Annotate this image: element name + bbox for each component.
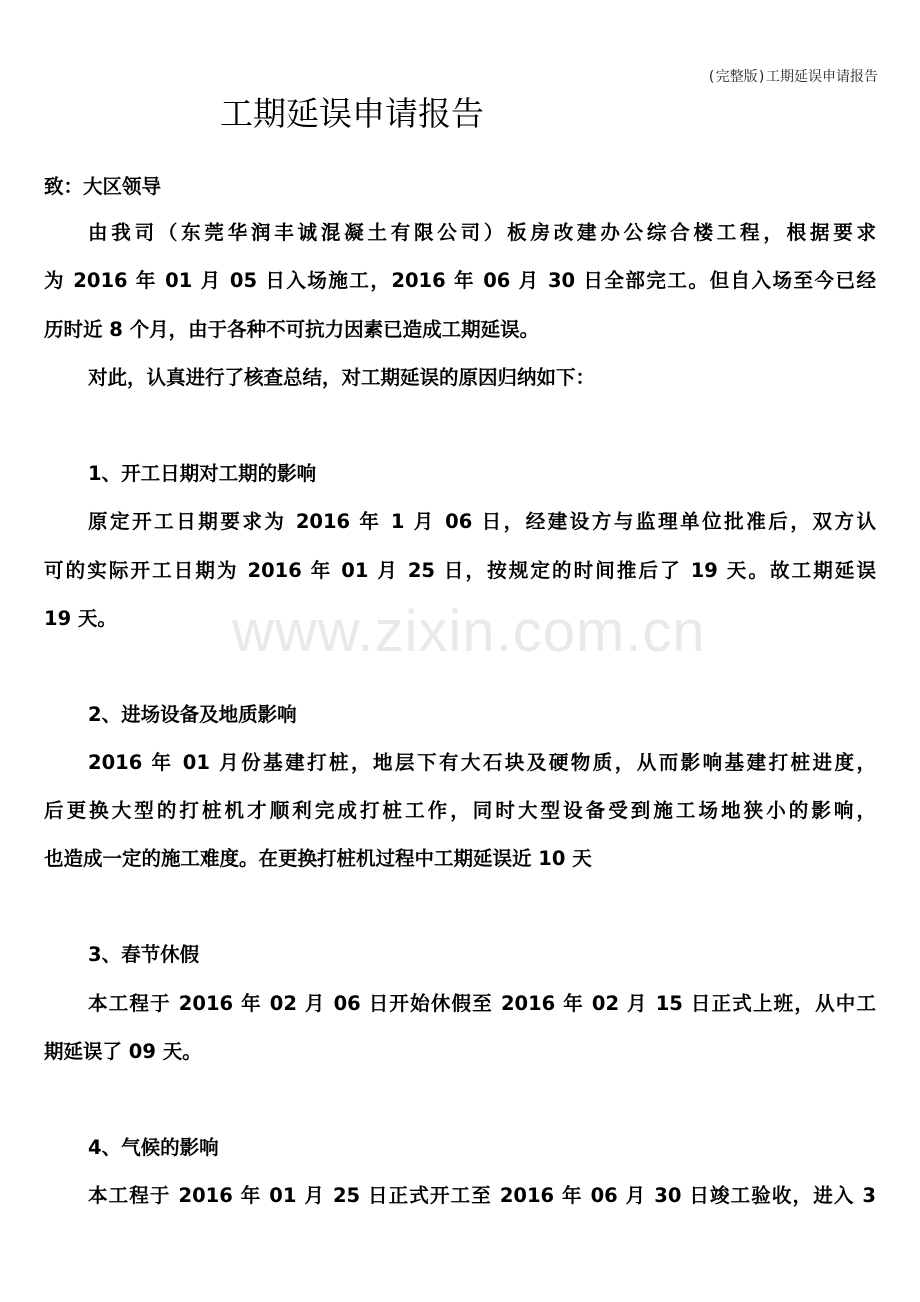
section-line: 期延误了 09 天。 <box>44 1040 202 1063</box>
section-heading: 2、进场设备及地质影响 <box>88 703 297 726</box>
intro-line: 由我司（东莞华润丰诚混凝土有限公司）板房改建办公综合楼工程，根据要求 <box>88 221 876 244</box>
salutation: 致：大区领导 <box>44 175 162 198</box>
running-header: (完整版)工期延误申请报告 <box>707 69 878 85</box>
section-line: 本工程于 2016 年 02 月 06 日开始休假至 2016 年 02 月 15 日正式上班，从中工 <box>88 992 876 1015</box>
section-line: 2016 年 01 月份基建打桩，地层下有大石块及硬物质，从而影响基建打桩进度， <box>88 751 876 774</box>
intro-line: 为 2016 年 01 月 05 日入场施工，2016 年 06 月 30 日全部完工。但自入场至今已经 <box>44 269 876 292</box>
section-heading: 4、气候的影响 <box>88 1136 219 1159</box>
document-title: 工期延误申请报告 <box>220 94 484 133</box>
section-line: 本工程于 2016 年 01 月 25 日正式开工至 2016 年 06 月 30 日竣工验收，进入 3 <box>88 1184 876 1207</box>
section-heading: 1、开工日期对工期的影响 <box>88 462 317 485</box>
section-line: 19 天。 <box>44 607 117 630</box>
intro-line: 对此，认真进行了核查总结，对工期延误的原因归纳如下： <box>88 366 596 389</box>
intro-line: 历时近 8 个月，由于各种不可抗力因素已造成工期延误。 <box>44 318 540 341</box>
section-line: 也造成一定的施工难度。在更换打桩机过程中工期延误近 10 天 <box>44 847 592 870</box>
section-line: 后更换大型的打桩机才顺利完成打桩工作，同时大型设备受到施工场地狭小的影响， <box>44 799 876 822</box>
section-line: 原定开工日期要求为 2016 年 1 月 06 日，经建设方与监理单位批准后，双方认 <box>88 510 876 533</box>
section-line: 可的实际开工日期为 2016 年 01 月 25 日，按规定的时间推后了 19 天。故工期延误 <box>44 559 876 582</box>
watermark: www.zixin.com.cn <box>232 599 706 664</box>
section-heading: 3、春节休假 <box>88 943 200 966</box>
